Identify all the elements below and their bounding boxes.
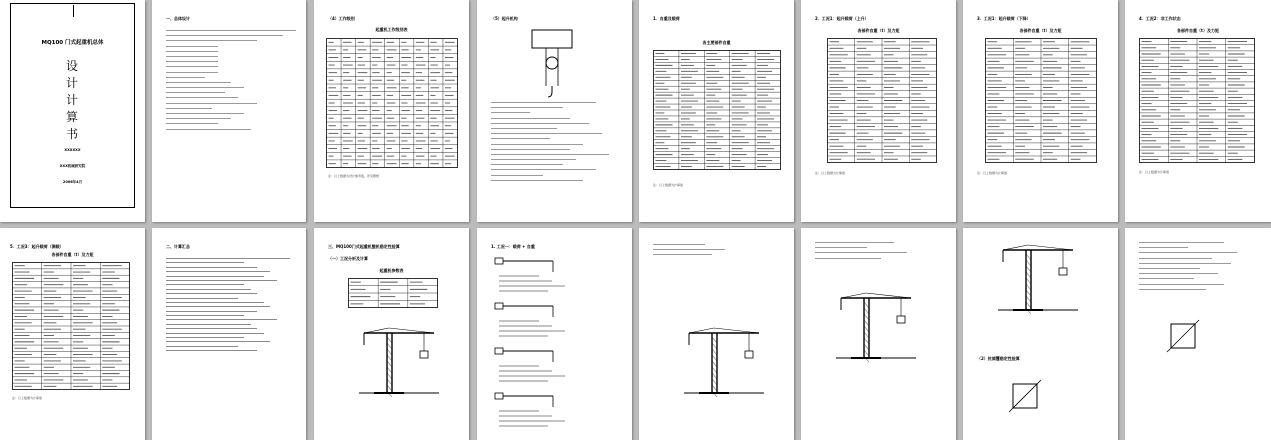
section-heading: 3．工况1：起升载荷（下降） <box>977 16 1031 21</box>
text-block <box>166 30 296 210</box>
page-11[interactable] <box>314 228 469 440</box>
table-caption: 起重机工作级别表 <box>375 27 408 32</box>
data-table <box>653 50 781 170</box>
tilt-diagram <box>1007 378 1047 418</box>
cover-char: 算 <box>65 110 79 124</box>
page-14[interactable] <box>801 228 956 440</box>
crane-diagram <box>993 240 1083 335</box>
page-8[interactable] <box>1125 0 1271 222</box>
cover-date: 2006年4月 <box>62 180 83 184</box>
section-heading: 三、MQ100门式起重机整机稳定性验算 <box>328 244 400 249</box>
data-table <box>1139 38 1255 163</box>
cover-char: 计 <box>65 76 79 90</box>
page-7[interactable] <box>963 0 1118 222</box>
table-note: 注：以上数据为设计参考值，详见图纸 <box>328 174 380 178</box>
page-9[interactable] <box>0 228 145 440</box>
table-note: 注：以上数据为计算值 <box>815 171 846 175</box>
page-4[interactable] <box>477 0 632 222</box>
page-1-cover[interactable] <box>0 0 145 222</box>
cover-big-title <box>0 58 145 143</box>
section-heading: 4．工况2：非工作状态 <box>1139 16 1181 21</box>
table-note: 注：以上数据为计算值 <box>653 183 684 187</box>
page-10[interactable] <box>152 228 306 440</box>
section-heading: 5．工况3：起升载荷（满载） <box>10 244 64 249</box>
table-caption: 各部件自重（t）及力矩 <box>1177 28 1219 33</box>
section-heading: 二、计算汇总 <box>166 244 190 249</box>
page-6[interactable] <box>801 0 956 222</box>
cover-mark <box>73 5 74 17</box>
text-block <box>491 102 622 212</box>
text-block <box>815 242 946 282</box>
page-16[interactable] <box>1125 228 1271 440</box>
crane-diagram <box>679 323 769 418</box>
section-heading: （2）抗倾覆稳定性验算 <box>977 356 1020 361</box>
text-block <box>653 244 784 284</box>
table-caption: 各部件自重（t）及力矩 <box>51 252 94 257</box>
tilt-diagram <box>1165 318 1205 358</box>
data-table <box>348 278 438 308</box>
section-heading: （4）工作级别 <box>328 16 355 21</box>
page-2[interactable] <box>152 0 306 222</box>
crane-diagram <box>831 288 921 383</box>
page-13[interactable] <box>639 228 794 440</box>
cover-char: 设 <box>65 59 79 73</box>
data-table <box>985 38 1097 163</box>
beam-diagrams <box>493 254 623 434</box>
page-5[interactable] <box>639 0 794 222</box>
section-heading: 一、总体设计 <box>166 16 190 21</box>
cover-char: 书 <box>65 127 79 141</box>
table-caption: 起重机参数表 <box>379 268 404 273</box>
table-caption: 各主要部件自重 <box>702 40 731 45</box>
hoist-diagram <box>517 28 587 98</box>
subsection-heading: （一）工况分析及计算 <box>328 256 368 261</box>
section-heading: 1. 工况一：载荷 + 自重 <box>491 244 535 249</box>
cover-char: 计 <box>65 93 79 107</box>
crane-diagram <box>354 323 444 418</box>
data-table <box>827 38 937 163</box>
section-heading: 1．自重及载荷 <box>653 16 680 21</box>
data-table <box>326 38 458 168</box>
section-heading: （5）起升机构 <box>491 16 518 21</box>
cover-author: XXXXXX <box>64 148 81 152</box>
cover-org: XXX机械研究院 <box>59 164 86 168</box>
table-note: 注：以上数据为计算值 <box>12 396 43 400</box>
page-15[interactable] <box>963 228 1118 440</box>
text-block <box>166 258 296 408</box>
page-3[interactable] <box>314 0 469 222</box>
table-caption: 各部件自重（t）及力矩 <box>1019 28 1062 33</box>
data-table <box>12 262 130 390</box>
section-heading: 2．工况1：起升载荷（上升） <box>815 16 869 21</box>
page-12[interactable] <box>477 228 632 440</box>
table-note: 注：以上数据为计算值 <box>1139 170 1170 174</box>
cover-title: MQ100 门式起重机总体 <box>41 40 104 46</box>
table-caption: 各部件自重（t）及力矩 <box>857 28 900 33</box>
table-note: 注：以上数据为计算值 <box>977 171 1008 175</box>
